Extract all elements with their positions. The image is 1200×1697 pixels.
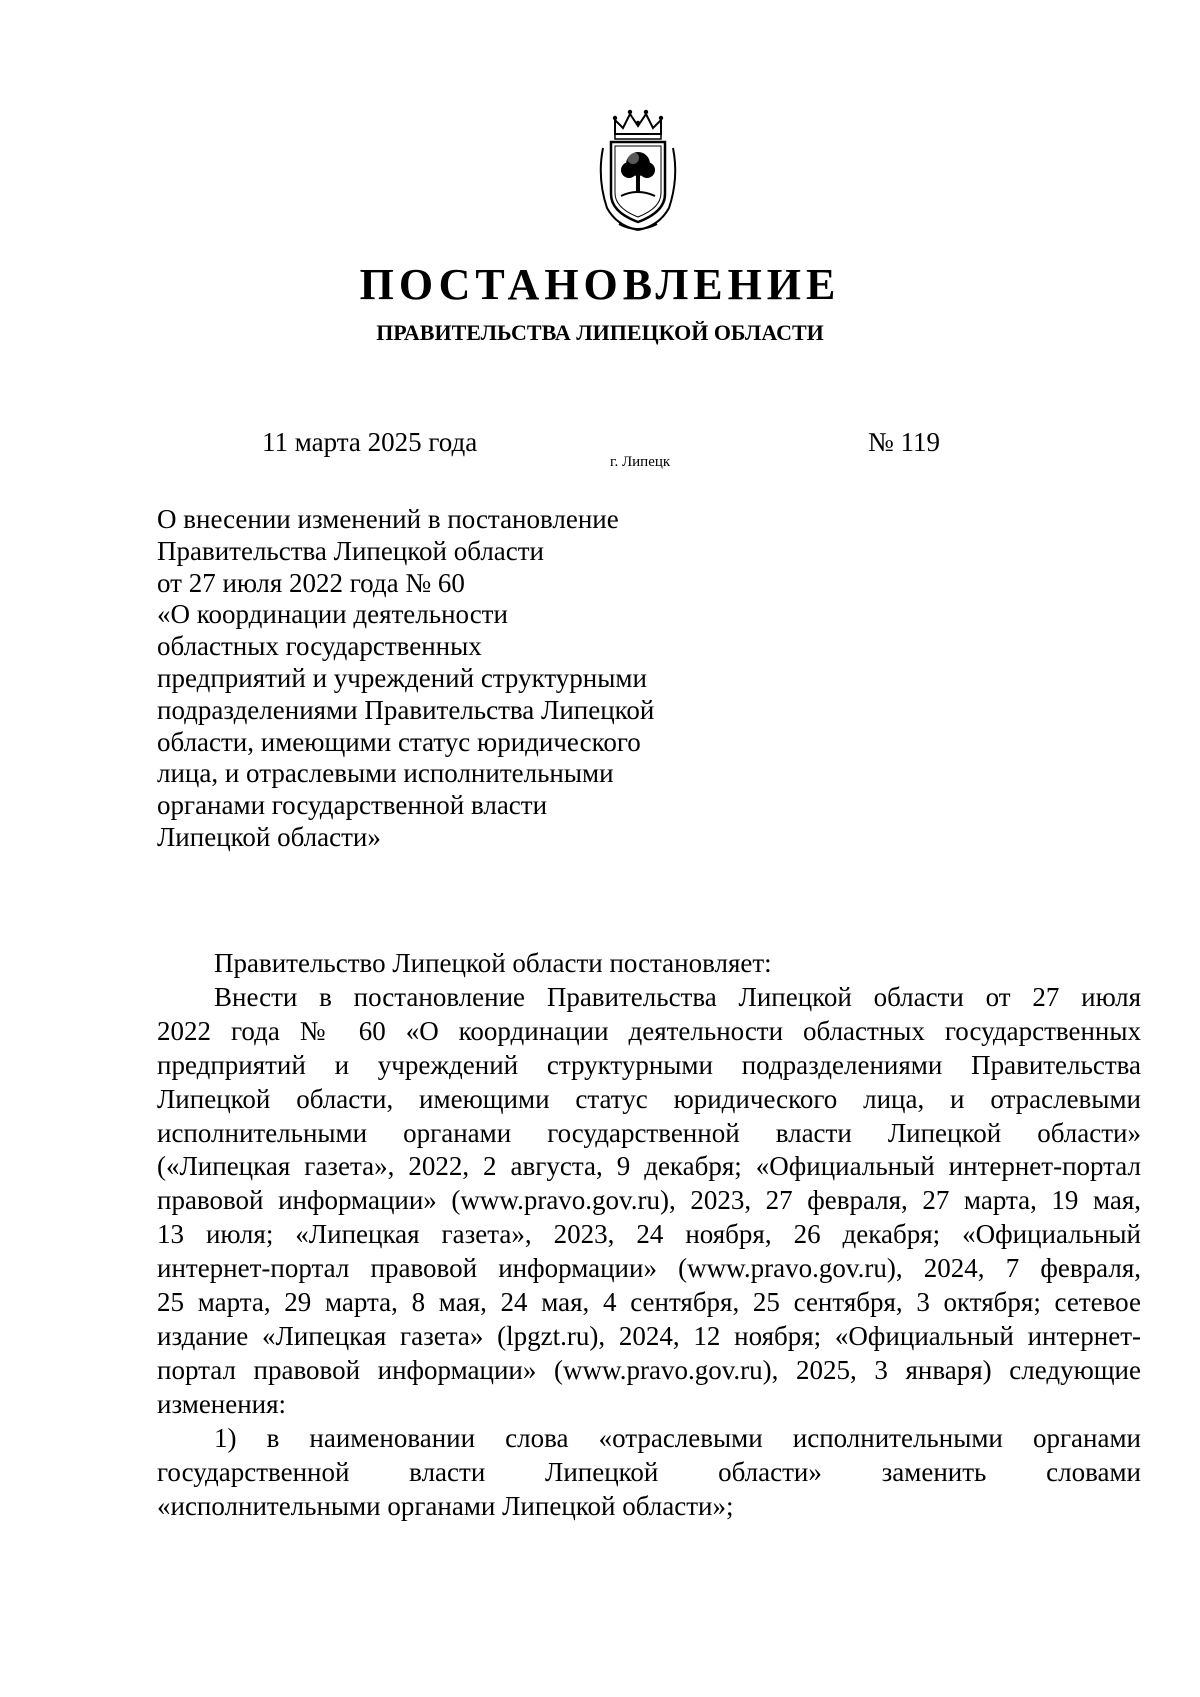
document-place: г. Липецк [610, 454, 671, 470]
document-body [157, 947, 1141, 1523]
heading-line: Липецкой области» [157, 821, 381, 852]
paragraph-line: «исполнительными органами Липецкой области»; [157, 1490, 734, 1521]
document-number: № 119 [868, 427, 941, 457]
document-date: 11 марта 2025 года [262, 427, 478, 457]
paragraph-line: правовой информации» (www.pravo.gov.ru), 2023, 27 февраля, 27 марта, 19 мая, [157, 1185, 1141, 1216]
paragraph-line: Внести в постановление Правительства Липецкой области от 27 июля [214, 981, 1141, 1012]
paragraph-item-1 [157, 1422, 1141, 1524]
heading-line: области, имеющими статус юридического [157, 726, 641, 757]
heading-line: О внесении изменений в постановление [157, 504, 619, 534]
paragraph-line: издание «Липецкая газета» (lpgzt.ru), 2024, 12 ноября; «Официальный интернет- [157, 1320, 1141, 1351]
heading-line: лица, и отраслевыми исполнительными [157, 758, 614, 789]
paragraph-line: исполнительными органами государственной власти Липецкой области» [157, 1117, 1141, 1148]
paragraph-line: («Липецкая газета», 2022, 2 августа, 9 декабря; «Официальный интернет-портал [157, 1151, 1141, 1182]
paragraph-line: изменения: [157, 1388, 287, 1419]
heading-line: областных государственных [157, 631, 482, 662]
paragraph-amendments [157, 981, 1141, 1422]
coat-of-arms-emblem [593, 108, 683, 236]
paragraph-line: 13 июля; «Липецкая газета», 2023, 24 ноября, 26 декабря; «Официальный [157, 1219, 1141, 1250]
paragraph-line: портал правовой информации» (www.pravo.gov.ru), 2025, 3 января) следующие [157, 1354, 1141, 1385]
heading-line: от 27 июля 2022 года № 60 [157, 567, 465, 598]
document-title: ПОСТАНОВЛЕНИЕ [359, 260, 841, 309]
document-heading [157, 504, 717, 854]
decree-intro: Правительство Липецкой области постановляет: [214, 948, 772, 978]
heading-line: предприятий и учреждений структурными [157, 662, 647, 693]
paragraph-line: 1) в наименовании слова «отраслевыми исполнительными органами [214, 1422, 1141, 1453]
heading-line: подразделениями Правительства Липецкой [157, 694, 655, 725]
paragraph-line: 25 марта, 29 марта, 8 мая, 24 мая, 4 сентября, 25 сентября, 3 октября; сетевое [157, 1287, 1141, 1318]
paragraph-line: государственной власти Липецкой области» заменить словами [157, 1456, 1141, 1487]
heading-line: органами государственной власти [157, 790, 548, 821]
paragraph-line: 2022 года № 60 «О координации деятельности областных государственных [157, 1015, 1141, 1046]
heading-line: Правительства Липецкой области [157, 535, 545, 566]
paragraph-line: интернет-портал правовой информации» (www.pravo.gov.ru), 2024, 7 февраля, [157, 1253, 1141, 1284]
heading-line: «О координации деятельности [157, 599, 508, 630]
paragraph-line: Липецкой области, имеющими статус юридического лица, и отраслевыми [157, 1083, 1141, 1114]
document-subtitle: ПРАВИТЕЛЬСТВА ЛИПЕЦКОЙ ОБЛАСТИ [376, 320, 824, 345]
paragraph-line: предприятий и учреждений структурными подразделениями Правительства [157, 1049, 1141, 1080]
